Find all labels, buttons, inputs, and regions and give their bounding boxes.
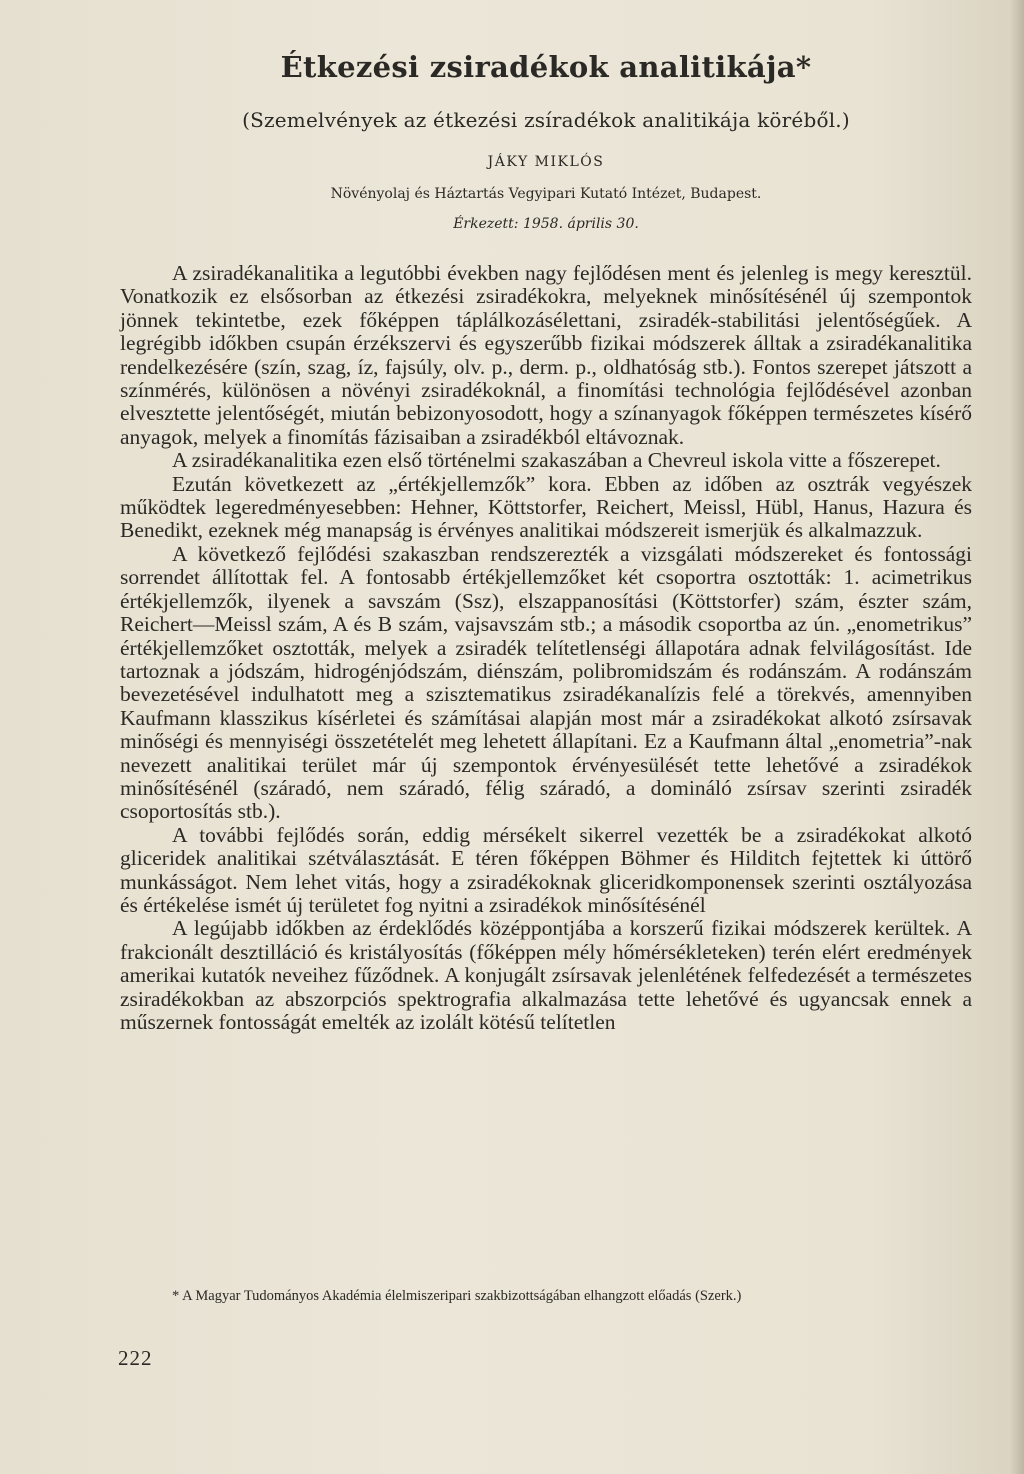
received-date: Érkezett: 1958. április 30. <box>453 216 639 232</box>
author-name: JÁKY MIKLÓS <box>487 154 605 170</box>
paragraph-6: A legújabb időkben az érdeklődés középpontjába a korszerű fizikai módszerek kerültek. A frakcionált desztilláció és kristályosítás (főképpen mély hőmérsékleteken) terén elért eredmények amerikai kutatók neveihez fűződnek. A konjugált zsírsavak jelenlétének felfedezését a természetes zsiradékokban az abszorpciós spektrografia alkalmazása tette lehetővé és ugyancsak ennek a műszernek fontosságát emelték az izolált kötésű telítetlen <box>120 916 972 1034</box>
author-institute: Növényolaj és Háztartás Vegyipari Kutató Intézet, Budapest. <box>330 186 762 202</box>
paragraph-1: A zsiradékanalitika a legutóbbi években nagy fejlődésen ment és jelenleg is megy keresztül. Vonatkozik ez elsősorban az étkezési zsiradékokra, melyeknek minősítésénél új szempontok jönnek tekintetbe, ezek főképpen táplálkozásélettani, zsiradék-stabilitási jelentőségűek. A legrégibb időkben csupán érzékszervi és egyszerűbb fizikai módszerek álltak a zsiradékanalitika rendelkezésére (szín, szag, íz, fajsúly, olv. p., derm. p., oldhatóság stb.). Fontos szerepet játszott a színmérés, különösen a növényi zsiradékoknál, a finomítási technológia fejlődésével azonban elvesztette jelentőségét, miután bebizonyosodott, hogy a színanyagok főképpen természetes kísérő anyagok, melyek a finomítás fázisaiban a zsiradékból eltávoznak. <box>120 261 972 449</box>
article-body <box>120 262 972 1034</box>
article-subtitle: (Szemelvények az étkezési zsíradékok analitikája köréből.) <box>242 108 850 132</box>
paragraph-5: A további fejlődés során, eddig mérsékelt sikerrel vezették be a zsiradékokat alkotó gliceridek analitikai szétválasztását. E téren főképpen Böhmer és Hilditch fejtettek ki úttörő munkásságot. Nem lehet vitás, hogy a zsiradékoknak gliceridkomponensek szerinti osztályozása és értékelése ismét új területet fog nyitni a zsiradékok minősítésénél <box>120 822 972 917</box>
article <box>120 40 972 1034</box>
footnote: * A Magyar Tudományos Akadémia élelmiszeripari szakbizottságában elhangzott előadás (Szerk.) <box>172 1288 742 1304</box>
article-title: Étkezési zsiradékok analitikája* <box>280 50 812 84</box>
page-edge-shadow <box>1010 0 1024 1474</box>
paragraph-2: A zsiradékanalitika ezen első történelmi szakaszában a Chevreul iskola vitte a főszerepet. <box>172 448 941 473</box>
paragraph-4: A következő fejlődési szakaszban rendszerezték a vizsgálati módszereket és fontossági sorrendet állítottak fel. A fontosabb értékjellemzőket két csoportra osztották: 1. acimetrikus értékjellemzők, ilyenek a savszám (Ssz), elszappanosítási (Köttstorfer) szám, észter szám, Reichert—Meissl szám, A és B szám, vajsavszám stb.; a második csoportba az ún. „enometrikus” értékjellemzőket osztották, melyek a zsiradék telítetlenségi állapotára adnak felvilágosítást. Ide tartoznak a jódszám, hidrogénjódszám, diénszám, polibromidszám és rodánszám. A rodánszám bevezetésével indulhatott meg a szisztematikus zsiradékanalízis felé a törekvés, amennyiben Kaufmann klasszikus kísérletei és számításai alapján most már a zsiradékokat alkotó zsírsavak minőségi és mennyiségi összetételét meg lehetett állapítani. Ez a Kaufmann által „enometria”-nak nevezett analitikai terület már új szempontok érvényesülését tette lehetővé a zsiradékok minősítésénél (száradó, nem száradó, félig száradó, a domináló zsírsav szerinti zsiradék csoportosítás stb.). <box>120 541 972 824</box>
page-number: 222 <box>118 1346 153 1370</box>
paragraph-3: Ezután következett az „értékjellemzők” kora. Ebben az időben az osztrák vegyészek működtek legeredményesebben: Hehner, Köttstorfer, Reichert, Meissl, Hübl, Hanus, Hazura és Benedikt, ezeknek még manapság is érvényes analitikai módszereit ismerjük és alkalmazzuk. <box>120 471 972 543</box>
